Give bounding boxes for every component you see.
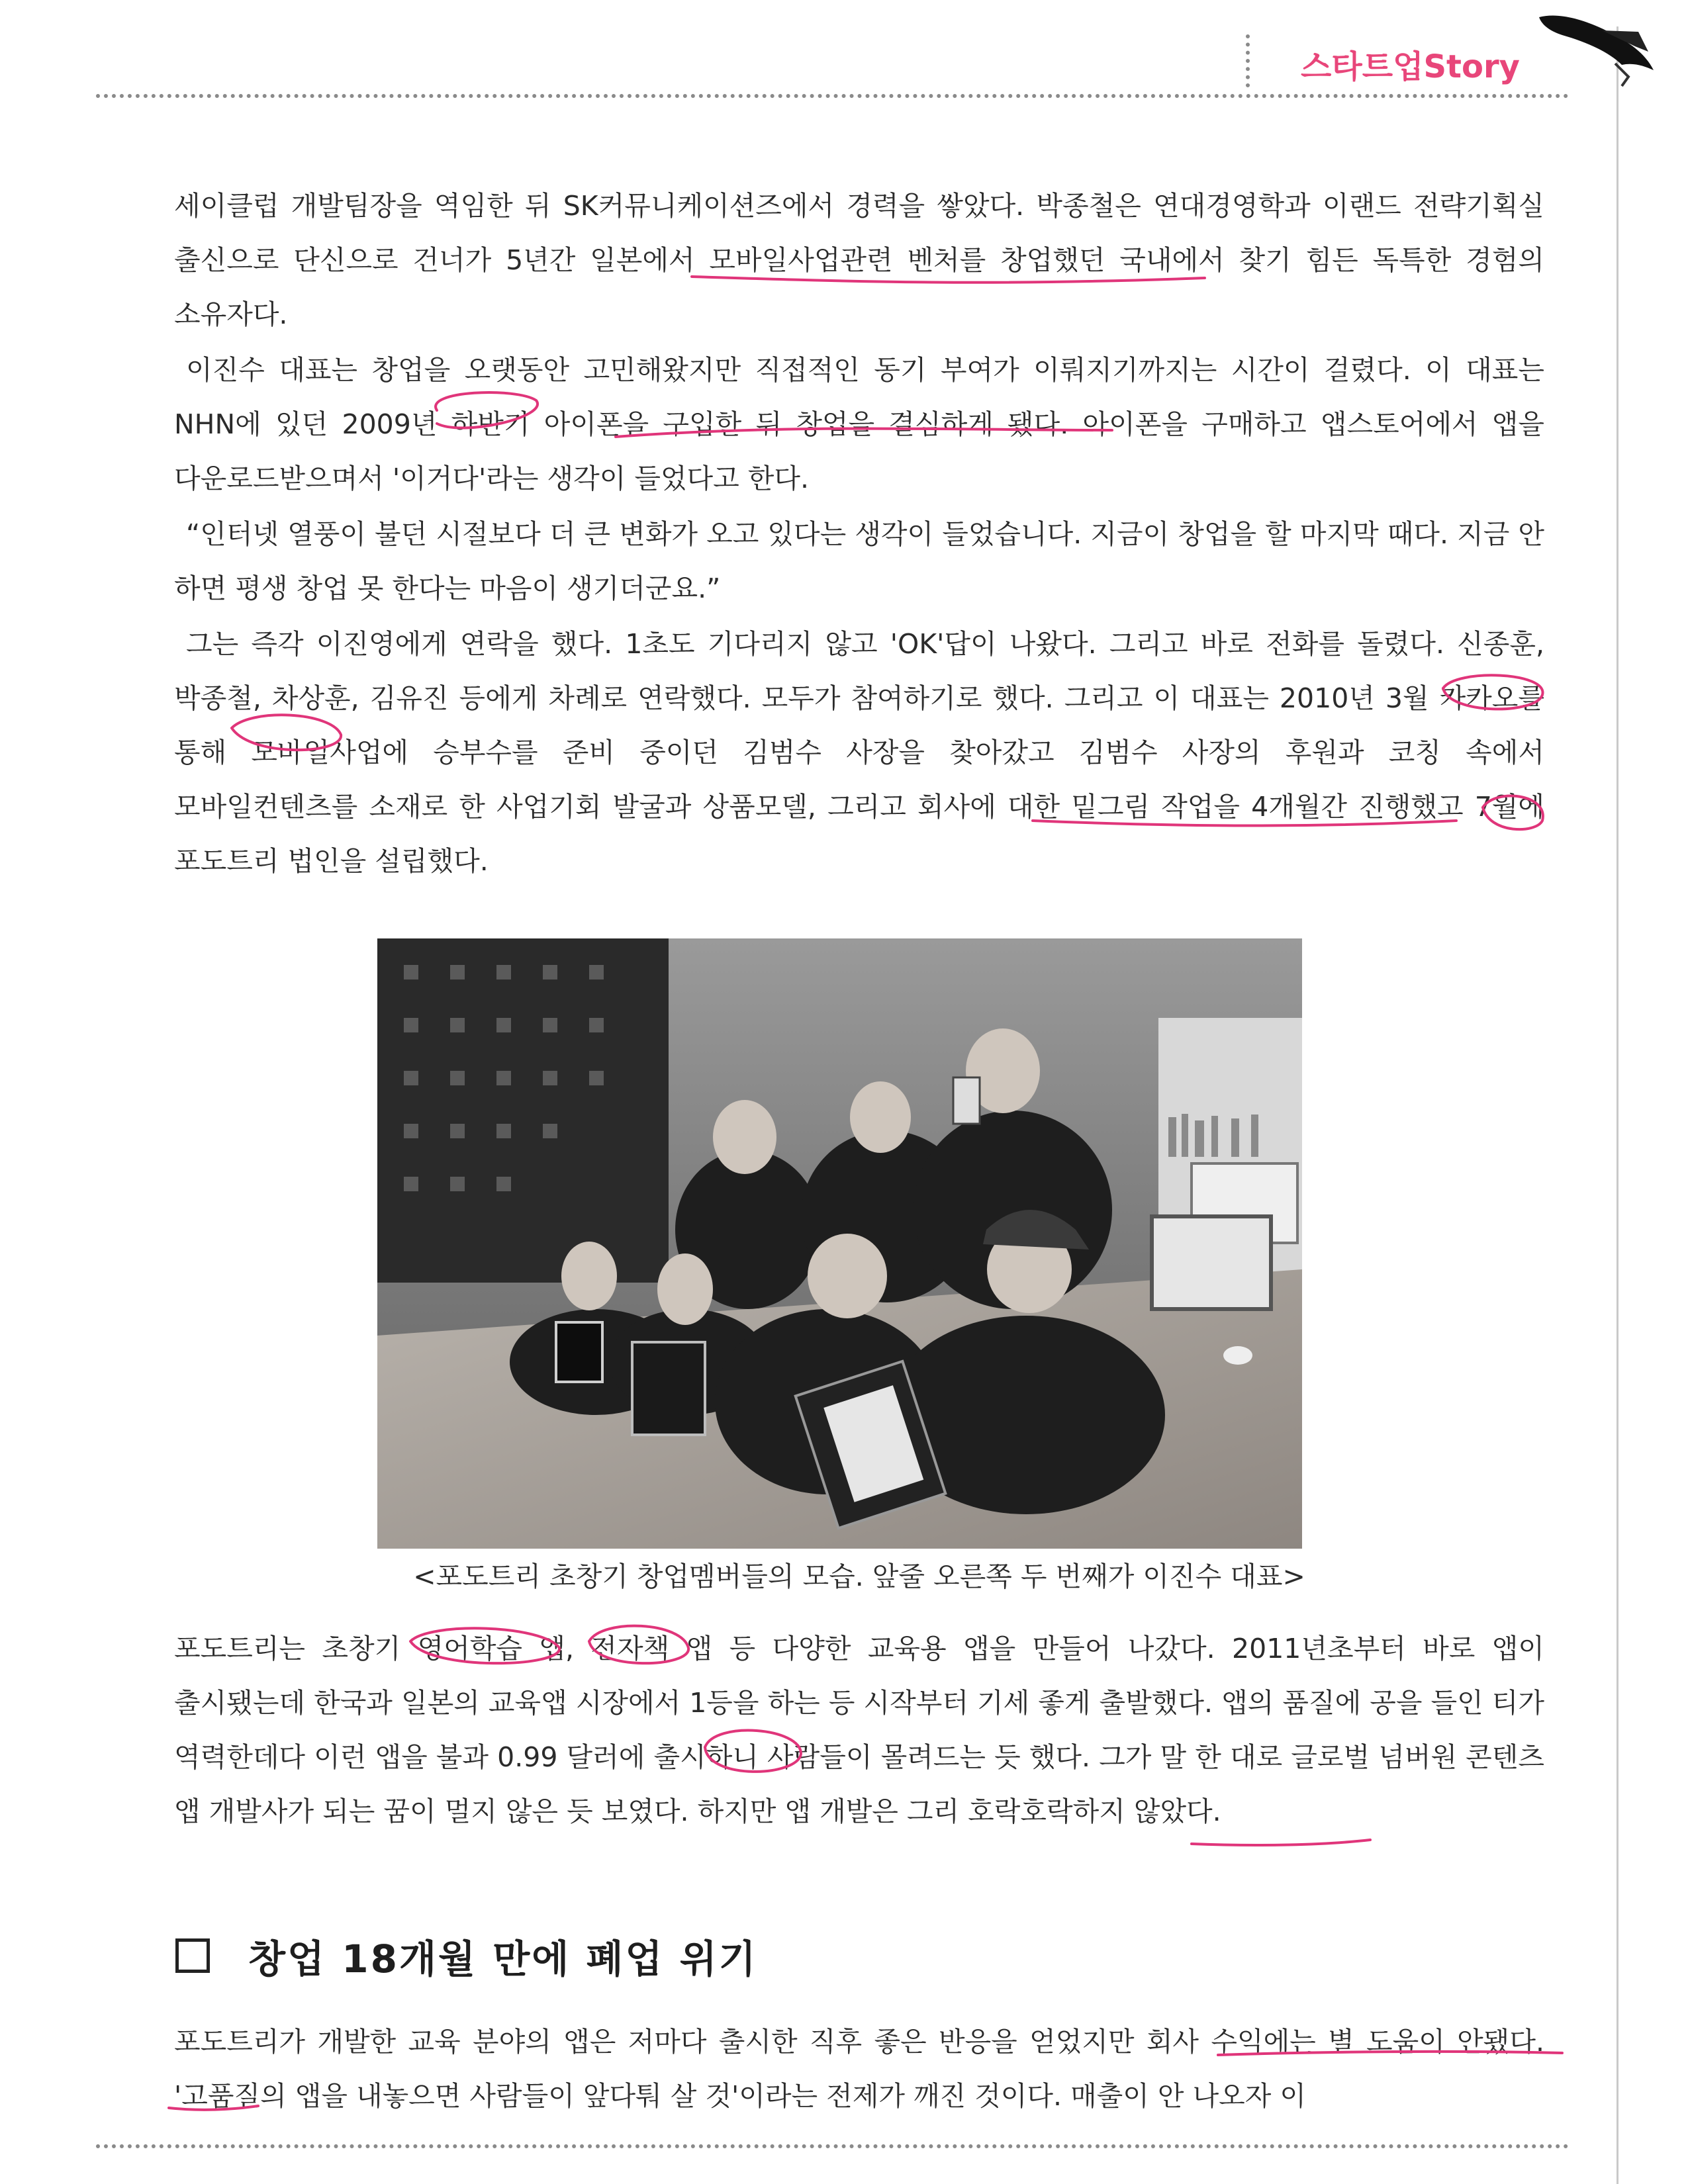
footer-dotted-rule: [96, 2144, 1569, 2148]
section-label: 스타트업Story: [1301, 48, 1520, 85]
paragraph: 포도트리가 개발한 교육 분야의 앱은 저마다 출시한 직후 좋은 반응을 얻었지만 회사 수익에는 별 도움이 안됐다. '고품질의 앱을 내놓으면 사람들이 앞다퉈 살 것'이라는 전제가 깨진 것이다. 매출이 안 나오자 이: [174, 2026, 1544, 2112]
paragraph: 포도트리는 초창기 영어학습 앱, 전자책 앱 등 다양한 교육용 앱을 만들어 나갔다. 2011년초부터 바로 앱이 출시됐는데 한국과 일본의 교육앱 시장에서 1등을 하는 등 시작부터 기세 좋게 출발했다. 앱의 품질에 공을 들인 티가 역력한데다 이런 앱을 불과 0.99 달러에 출시하니 사람들이 몰려드는 듯 했다. 그가 말 한 대로 글로벌 넘버원 콘텐츠 앱 개발사가 되는 꿈이 멀지 않은 듯 보였다. 하지만 앱 개발은 그리 호락호락하지 않았다.: [174, 1633, 1544, 1827]
group-photo-icon: [377, 938, 1302, 1549]
paragraph: 이진수 대표는 창업을 오랫동안 고민해왔지만 직접적인 동기 부여가 이뤄지기까지는 시간이 걸렸다. 이 대표는 NHN에 있던 2009년 하반기 아이폰을 구입한 뒤 창업을 결심하게 됐다. 아이폰을 구매하고 앱스토어에서 앱을 다운로드받으며서 '이거다'라는 생각이 들었다고 한다.: [174, 354, 1544, 494]
founders-photo: [377, 938, 1302, 1549]
header-separator: [1246, 34, 1250, 87]
checkbox-square-icon: [175, 1938, 210, 1973]
header-dotted-rule: [96, 94, 1569, 98]
photo-caption: <포도트리 초창기 창업멤버들의 모습. 앞줄 오른쪽 두 번째가 이진수 대표>: [413, 1561, 1305, 1592]
section-body: [174, 2015, 1544, 2123]
intro-text: [174, 179, 1544, 888]
body-after-photo: [174, 1621, 1544, 1839]
paragraph: 세이클럽 개발팀장을 역임한 뒤 SK커뮤니케이션즈에서 경력을 쌓았다. 박종철은 연대경영학과 이랜드 전략기획실 출신으로 단신으로 건너가 5년간 일본에서 모바일사업관련 벤처를 창업했던 국내에서 찾기 힘든 독특한 경험의 소유자다.: [174, 190, 1544, 330]
paragraph: “인터넷 열풍이 불던 시절보다 더 큰 변화가 오고 있다는 생각이 들었습니다. 지금이 창업을 할 마지막 때다. 지금 안 하면 평생 창업 못 한다는 마음이 생기더군요.”: [174, 518, 1544, 604]
scan-smudge-icon: [1523, 5, 1662, 91]
pen-underline: [1192, 1840, 1370, 1845]
section-title: 창업 18개월 만에 폐업 위기: [248, 1936, 758, 1981]
paragraph: 그는 즉각 이진영에게 연락을 했다. 1초도 기다리지 않고 'OK'답이 나왔다. 그리고 바로 전화를 돌렸다. 신종훈, 박종철, 차상훈, 김유진 등에게 차례로 연락했다. 모두가 참여하기로 했다. 그리고 이 대표는 2010년 3월 카카오를 통해 모바일사업에 승부수를 준비 중이던 김범수 사장을 찾아갔고 김범수 사장의 후원과 코칭 속에서 모바일컨텐츠를 소재로 한 사업기회 발굴과 상품모델, 그리고 회사에 대한 밑그림 작업을 4개월간 진행했고 7월에 포도트리 법인을 설립했다.: [174, 628, 1544, 877]
page-edge: [1617, 26, 1618, 2184]
section-heading: [175, 1929, 1235, 1982]
